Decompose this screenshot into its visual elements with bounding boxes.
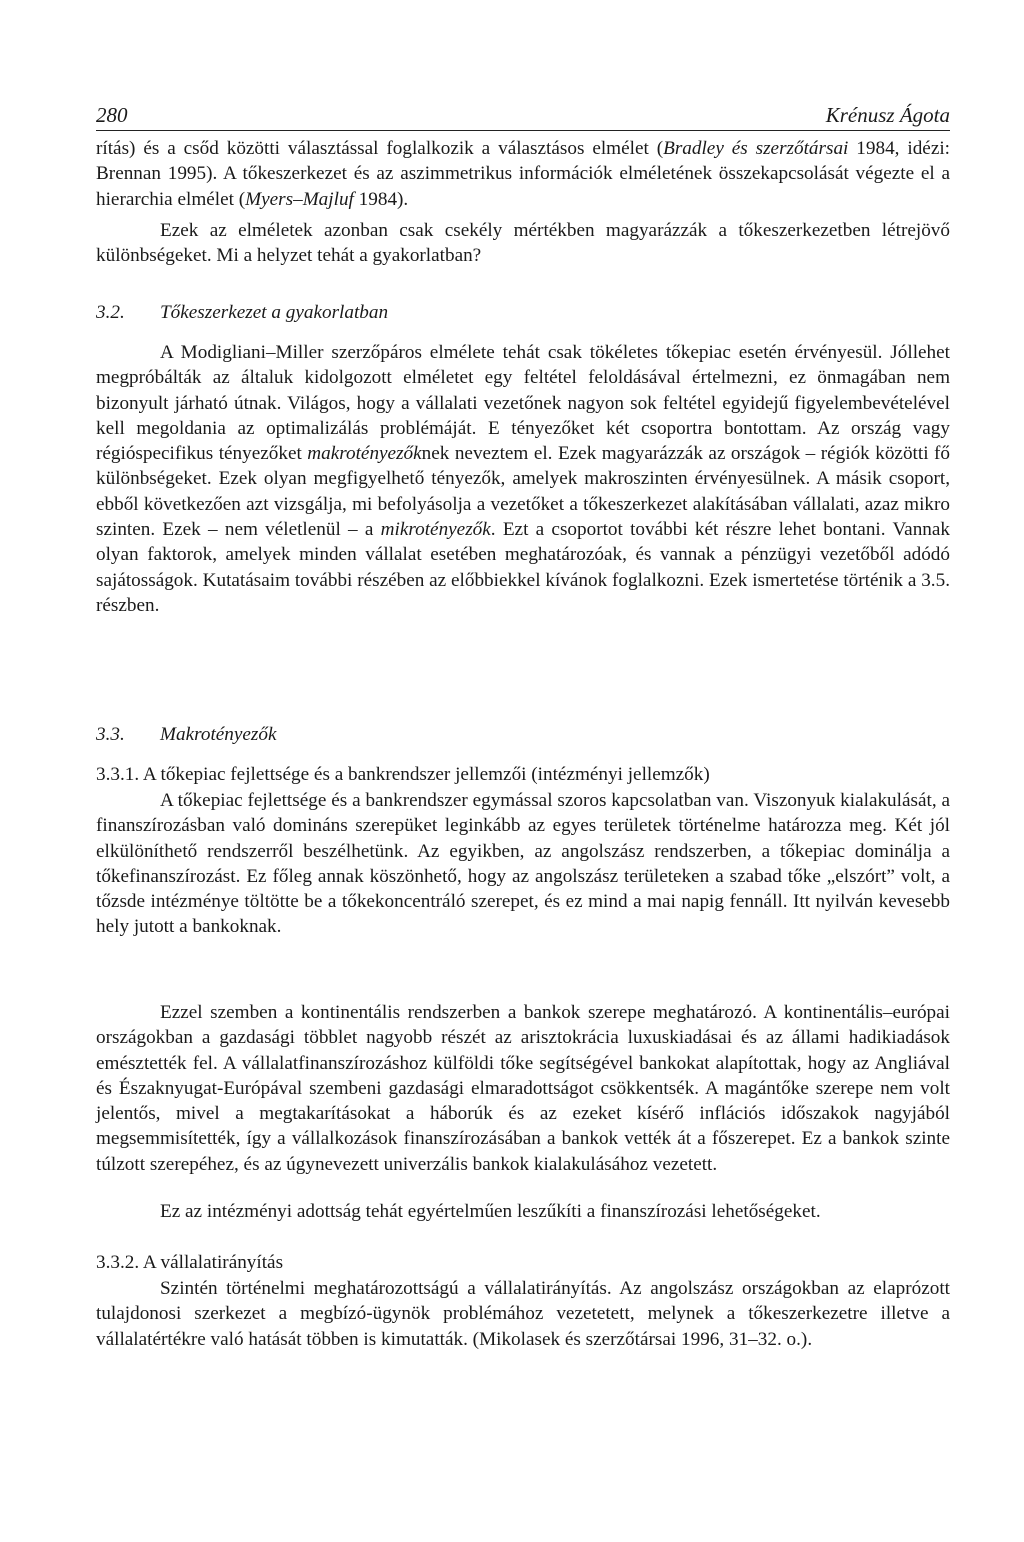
section-3-3-1-paragraph-3: Ez az intézményi adottság tehát egyértelműen leszűkíti a finanszírozási lehetőségeket. — [160, 1201, 821, 1222]
section-3-2-number: 3.2. — [96, 302, 125, 323]
intro-paragraph-2: Ezek az elméletek azonban csak csekély mértékben magyarázzák a tőkeszerkezetben létrejövő különbségeket. Mi a helyzet tehát a gyakorlatban? — [96, 220, 950, 267]
running-head: Krénusz Ágota — [825, 103, 950, 127]
term-mikrotenyezok: mikrotényezők — [380, 519, 491, 541]
section-3-3-title: Makrotényezők — [160, 724, 277, 745]
page-header — [96, 96, 950, 131]
section-3-3-1-paragraph-2: Ezzel szemben a kontinentális rendszerben a bankok szerepe meghatározó. A kontinentális–európai országokban a gazdasági többlet nagyobb részét az arisztokrácia luxuskiadásai és az állami hadikiadások emésztették fel. A vállalatfinanszírozáshoz külföldi tőke segítségével bankokat alapítottak, hogy az Angliával és Északnyugat-Európával szembeni gazdasági elmaradottságot csökkentsék. A magántőke szerepe nem volt jelentős, mivel a megtakarításokat a háborúk és az ezeket kísérő inflációs időszakok nagyjából megsemmisítették, így a vállalkozások finanszírozásában a bankok vették át a főszerepet. Ez a bankok szinte túlzott szerepéhez, és az úgynevezett univerzális bankok kialakulásához vezetett. — [96, 1002, 950, 1175]
section-3-3-heading — [96, 722, 950, 747]
section-3-2-heading — [96, 300, 950, 325]
page-number: 280 — [96, 103, 128, 127]
citation-myers-majluf: Myers–Majluf — [245, 188, 354, 210]
term-makrotenyezok: makrotényezők — [307, 443, 422, 465]
citation-bradley: Bradley és szerzőtársai — [663, 138, 849, 159]
intro-paragraph-1: rítás) és a csőd közötti választással foglalkozik a választásos elmélet (Bradley és szerzőtársai 1984, idézi: Brennan 1995). A tőkeszerkezet és az aszimmetrikus információk elméletének összekapcsolását végezte el a hierarchia elmélet (Myers–Majluf 1984). — [96, 138, 950, 210]
section-3-2-paragraph: A Modigliani–Miller szerzőpáros elmélete tehát csak tökéletes tőkepiac esetén érvényesül. Jóllehet megpróbálták az általuk kidolgozott elméletet egy feltétel feloldásával értelmezni, ez önmagában nem bizonyult járható útnak. Világos, hogy a vállalati vezetőnek nagyon sok feltétel egyidejű figyelembevételével kell megoldania az optimalizálás problémáját. E tényezőket két csoportra bontottam. Az ország vagy régióspecifikus tényezőket makrotényezőknek neveztem el. Ezek magyarázzák az országok – régiók közötti fő különbségeket. Ezek olyan megfigyelhető tényezők, amelyek makroszinten érvényesülnek. A másik csoport, ebből következően azt vizsgálja, mi befolyásolja a vezetőket a tőkeszerkezet alakításában vállalati, azaz mikro szinten. Ezek – nem véletlenül – a mikrotényezők. Ezt a csoportot további két részre lehet bontani. Vannak olyan faktorok, amelyek minden vállalat esetében meghatározóak, és vannak a pénzügyi vezetőből adódó sajátosságok. Kutatásaim további részében az előbbiekkel kívánok foglalkozni. Ezek ismertetése történik a 3.5. részben. — [96, 342, 950, 616]
section-3-2-title: Tőkeszerkezet a gyakorlatban — [160, 302, 389, 323]
subsection-3-3-1-heading: 3.3.1. A tőkepiac fejlettsége és a bankrendszer jellemzői (intézményi jellemzők) — [96, 764, 710, 785]
section-3-3-2-paragraph: Szintén történelmi meghatározottságú a vállalatirányítás. Az angolszász országokban az elaprózott tulajdonosi szerkezet a megbízó-ügynök problémához vezetetett, melynek a tőkeszerkezetre illetve a vállalatértékre való hatását többen is kimutatták. (Mikolasek és szerzőtársai 1996, 31–32. o.). — [96, 1278, 950, 1350]
section-3-3-1-paragraph-1: A tőkepiac fejlettsége és a bankrendszer egymással szoros kapcsolatban van. Viszonyuk kialakulását, a finanszírozásban való domináns szerepüket leginkább az egyes területek történelme határozza meg. Két jól elkülöníthető rendszerről beszélhetünk. Az egyikben, az angolszász rendszerben, a tőkepiac dominálja a tőkefinanszírozást. Ez főleg annak köszönhető, hogy az angolszász területeken a szabad tőke „elszórt” volt, a tőzsde intézménye töltötte be a tőkekoncentráló szerepet, és ez mind a mai napig fennáll. Itt nyilván kevesebb hely jutott a bankoknak. — [96, 790, 950, 938]
section-3-3-number: 3.3. — [96, 724, 125, 745]
subsection-3-3-2-heading: 3.3.2. A vállalatirányítás — [96, 1252, 284, 1273]
